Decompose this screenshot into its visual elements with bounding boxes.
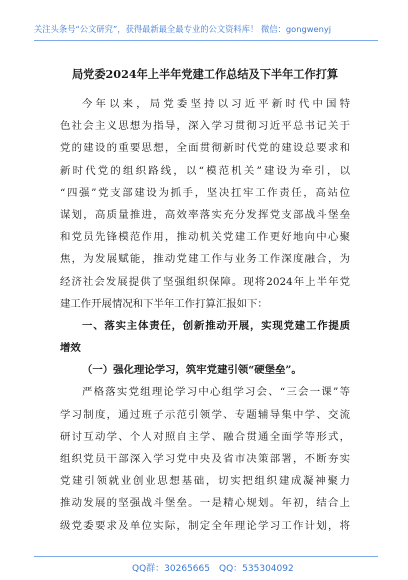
text-line: “四强”党支部建设为抓手，坚决扛牢工作责任，高站位 [60,186,350,199]
text-line: 党建引领就业创业思想基础，切实把组织建成凝神聚力 [60,475,350,488]
footer-qq-group: QQ群：30265665 [132,564,210,574]
text-line: 经济社会发展提供了坚强组织保障。现将2024年上半年党 [60,275,350,288]
footer-qq-number: QQ：535304092 [219,564,294,574]
text-line: 建工作开展情况和下半年工作打算汇报如下： [60,297,268,310]
text-line: 级党委要求及单位实际，制定全年理论学习工作计划，将 [60,519,350,532]
text-line: 学习制度，通过班子示范引领学、专题辅导集中学、交流 [60,408,350,421]
text-line: 推动发展的坚强战斗堡垒。一是精心规划。年初，结合上 [60,497,350,510]
text-line: 党的建设的重要思想，全面贯彻新时代党的建设总要求和 [60,142,350,155]
text-line: 组织党员干部深入学习党中央及省市决策部署，不断夯实 [60,453,350,465]
text-line: 色社会主义思想为指导，深入学习贯彻习近平总书记关于 [60,120,350,133]
text-line: 新时代党的组织路线，以“模范机关”建设为牵引，以 [60,164,350,177]
text-line: 一、落实主体责任，创新推动开展，实现党建工作提质 [82,319,350,332]
header-promo-note: 关注头条号“公文研究”，获得最新最全最专业的公文资料库！ 微信：gongwenyj [34,23,378,41]
text-line: 焦，为发展赋能，推动党建工作与业务工作深度融合，为 [60,253,350,266]
text-line: 今年以来，局党委坚持以习近平新时代中国特 [82,98,350,110]
text-line: 和党员先锋模范作用，推动机关党建工作更好地向中心聚 [60,231,350,244]
text-line: 增效 [60,342,81,355]
text-line: 谋划，高质量推进，高效率落实充分发挥党支部战斗堡垒 [60,208,350,221]
text-line: 严格落实党组理论学习中心组学习会、“三会一课”等 [82,386,350,399]
text-line: 研讨互动学、个人对照自主学、融合贯通全面学等形式， [60,430,350,443]
document-body [60,66,350,537]
paragraph-lines [60,93,350,537]
footer-divider [34,556,378,557]
document-title: 局党委2024年上半年党建工作总结及下半年工作打算 [71,67,339,81]
text-line: （一）强化理论学习，筑牢党建引领“硬堡垒”。 [82,364,302,377]
